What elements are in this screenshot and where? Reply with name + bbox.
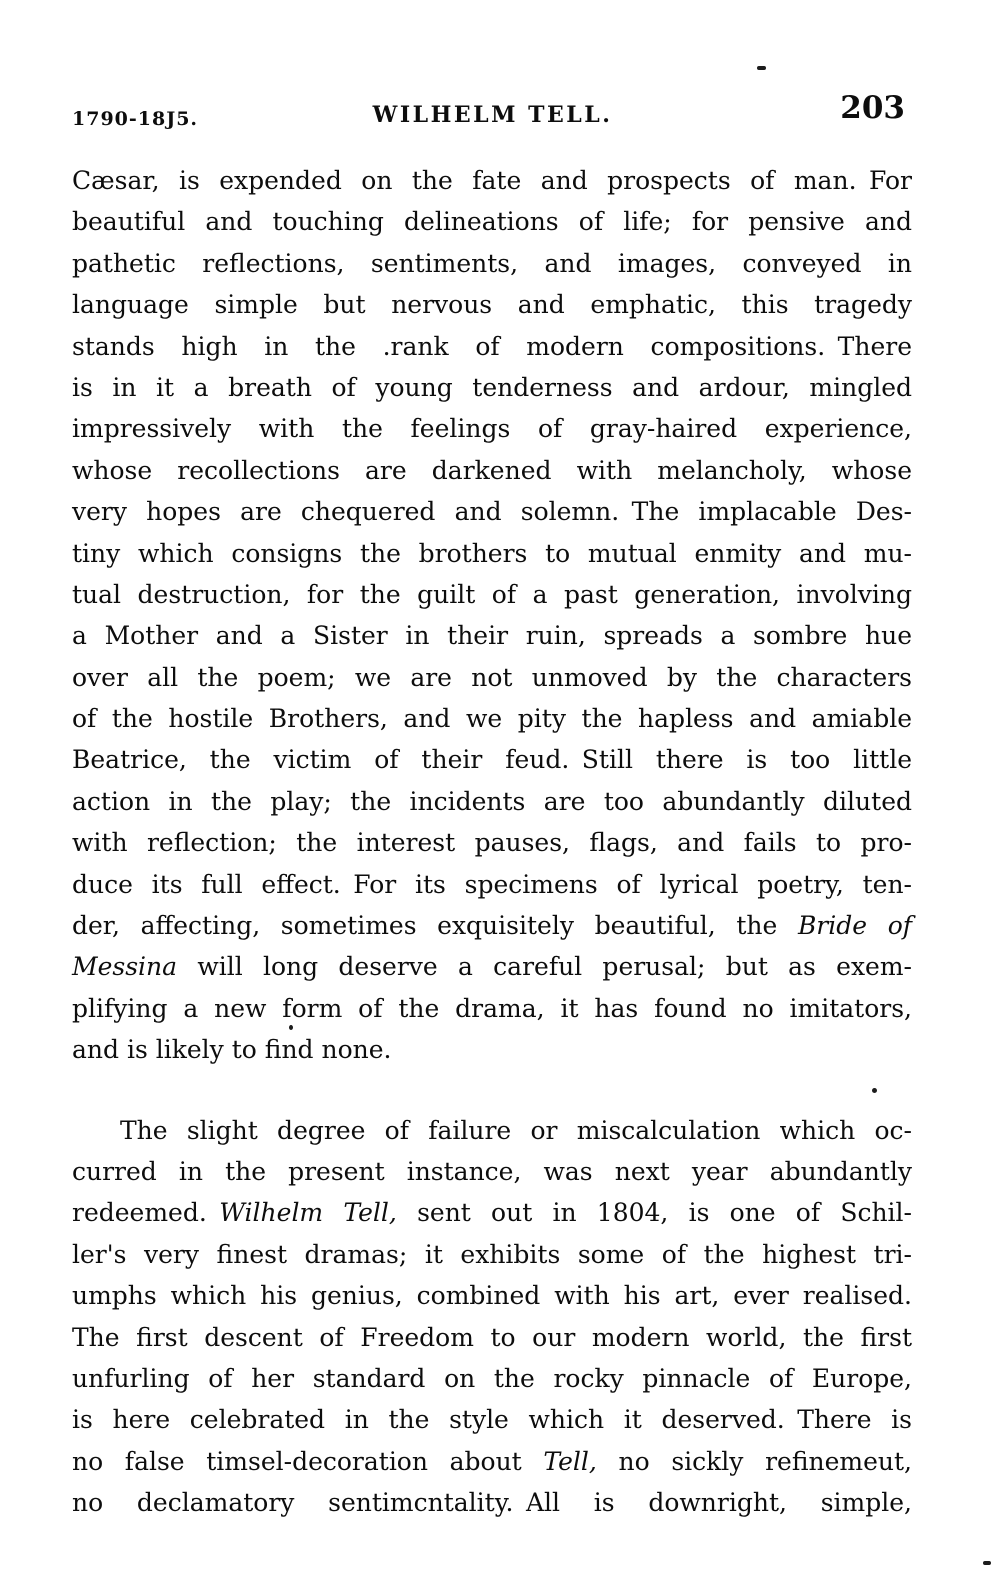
page-body (72, 160, 912, 1524)
text-line: pathetic reflections, sentiments, and images, conveyed in (72, 248, 912, 278)
text-line: der, affecting, sometimes exquisitely beautiful, the Bride of (72, 911, 912, 941)
text-line: curred in the present instance, was next year abundantly (72, 1156, 912, 1186)
italic-title: Messina (72, 952, 178, 982)
text-line: redeemed. Wilhelm Tell, sent out in 1804, is one of Schil- (72, 1198, 912, 1228)
italic-title: Tell, (543, 1446, 597, 1476)
text-line: tiny which consigns the brothers to mutual enmity and mu- (72, 538, 912, 568)
text-line: umphs which his genius, combined with his art, ever realised. (72, 1281, 912, 1311)
text-line: Cæsar, is expended on the fate and prospects of man. For (72, 166, 912, 195)
paragraph (72, 1110, 912, 1524)
italic-title: Bride of (797, 911, 912, 941)
italic-title: Wilhelm Tell, (219, 1198, 397, 1228)
text-line: a Mother and a Sister in their ruin, spreads a sombre hue (72, 621, 912, 651)
header-era-range: 1790-18J5. (72, 108, 199, 130)
text-line: tual destruction, for the guilt of a past generation, involving (72, 579, 912, 609)
text-line: The slight degree of failure or miscalculation which oc- (120, 1115, 912, 1145)
text-line: impressively with the feelings of gray-haired experience, (72, 414, 912, 444)
text-line: unfurling of her standard on the rocky pinnacle of Europe, (72, 1363, 912, 1393)
page-number: 203 (840, 90, 905, 126)
text-line: no false timsel-decoration about Tell, no sickly refinemeut, (72, 1446, 912, 1476)
running-title: WILHELM TELL. (372, 102, 613, 128)
text-line: beautiful and touching delineations of life; for pensive and (72, 207, 912, 237)
scan-artifact-speck (872, 1088, 877, 1093)
scan-artifact-speck (289, 1025, 293, 1030)
scan-artifact-speck (757, 66, 766, 70)
text-line: Beatrice, the victim of their feud. Still there is too little (72, 745, 912, 775)
text-line: plifying a new form of the drama, it has found no imitators, (72, 993, 912, 1023)
paragraph (72, 160, 912, 1071)
text-line: Messina will long deserve a careful perusal; but as exem- (72, 952, 912, 982)
text-line: no declamatory sentimcntality. All is downright, simple, (72, 1488, 912, 1518)
text-line: ler's very finest dramas; it exhibits some of the highest tri- (72, 1239, 912, 1269)
text-line: whose recollections are darkened with melancholy, whose (72, 455, 912, 485)
text-line: and is likely to find none. (72, 1035, 392, 1065)
text-line: is in it a breath of young tenderness and ardour, mingled (72, 372, 912, 402)
text-line: stands high in the .rank of modern compositions. There (72, 331, 912, 361)
text-line: with reflection; the interest pauses, flags, and fails to pro- (72, 828, 912, 858)
text-line: of the hostile Brothers, and we pity the hapless and amiable (72, 704, 912, 734)
text-line: is here celebrated in the style which it deserved. There is (72, 1405, 912, 1435)
text-line: duce its full effect. For its specimens of lyrical poetry, ten- (72, 869, 912, 899)
text-line: action in the play; the incidents are too abundantly diluted (72, 786, 912, 816)
text-line: over all the poem; we are not unmoved by the characters (72, 662, 912, 692)
text-line: The first descent of Freedom to our modern world, the first (72, 1322, 912, 1352)
scan-artifact-speck (983, 1561, 991, 1565)
text-line: language simple but nervous and emphatic, this tragedy (72, 290, 912, 320)
text-line: very hopes are chequered and solemn. The implacable Des- (72, 497, 912, 527)
